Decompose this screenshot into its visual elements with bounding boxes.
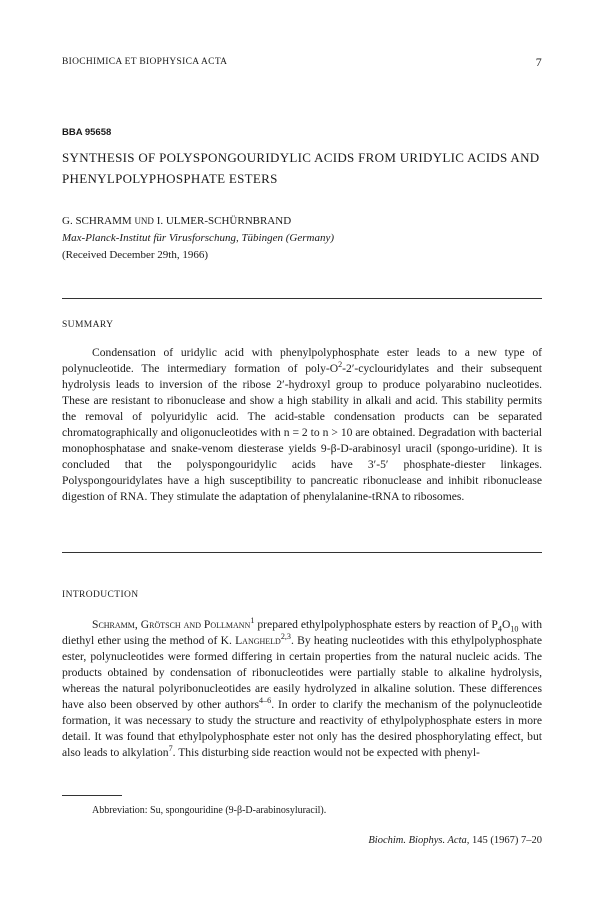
author-conjunction: UND bbox=[134, 216, 154, 226]
citation-volume: 145 (1967) 7–20 bbox=[472, 835, 542, 846]
intro-names: Schramm, Grötsch and Pollmann bbox=[92, 618, 251, 631]
journal-page bbox=[62, 0, 542, 912]
intro-text-e: . This disturbing side reaction would not be expected with phenyl- bbox=[172, 746, 480, 760]
author-line bbox=[62, 213, 334, 230]
footnote: Abbreviation: Su, spongouridine (9-β-D-arabinosyluracil). bbox=[92, 805, 327, 816]
summary-text-b: -2′-cyclouridylates and their subsequent hydrolysis leads to inversion of the ribose 2′-hydroxyl group to produce polyarabino nucleotides. These are resistant to ribonuclease and show a high stability in alkali and acid. This stability permits the removal of polyuridylic acid. The acid-stable condensation products can be separated chromatographically and oligonucleotides with n = 2 to n > 10 are obtained. Degradation with bacterial monophosphatase and snake-venom diesterase yields 9-β-D-arabinosyl uracil (spongo-uridine). It is concluded that the polyspongouridylic acids have 3′-5′ phosphate-diester linkages. Polyspongouridylates have a high susceptibility to pancreatic ribonuclease and inhibit ribonuclease digestion of RNA. They stimulate the adaptation of phenylalanine-tRNA to ribosomes. bbox=[62, 362, 542, 504]
intro-text-c: . By heating nucleotides with this ethylpolyphosphate ester, polynucleotides were formed differing in certain properties from the natural nucleic acids. The products obtained by condensation of ribonucleotides were partially stable to alkaline hydrolysis, whereas the natural polyribonucleotides are easily hydrolyzed in alkaline solution. These differences have also been observed by other authors bbox=[62, 634, 542, 712]
author-2: I. ULMER-SCHÜRNBRAND bbox=[156, 215, 292, 227]
introduction-paragraph: Schramm, Grötsch and Pollmann$^1$ prepared ethylpolyphosphate esters by reaction of $P_4O_{10}$ with diethyl ether using the method of K. Langheld$^{2,3}$. By heating nucleotides with this ethylpolyphosphate ester, polynucleotides were formed differing in certain properties from the natural nucleic acids. The products obtained by condensation of ribonucleotides were partially stable to alkaline hydrolysis, whereas the natural polyribonucleotides are easily hydrolyzed in alkaline solution. These differences have also been observed by other authors$^{4-6}$. In order to clarify the mechanism of the polynucleotide formation, it was necessary to study the structure and reactivity of ethylpolyphosphate esters in more detail. It was found that ethylpolyphosphate ester not only has the desired phosphorylating effect, but also leads to alkylation$^7$. This disturbing side reaction would not be expected with phenyl- bbox=[62, 616, 543, 760]
page-number: 7 bbox=[535, 55, 542, 69]
summary-text-a: Condensation of uridylic acid with phenylpolyphosphate ester leads to a new type of polynucleotide. The intermediary formation of poly-O bbox=[62, 346, 542, 376]
divider-bottom bbox=[62, 552, 542, 553]
author-block bbox=[62, 213, 334, 264]
citation-journal: Biochim. Biophys. Acta, bbox=[368, 835, 470, 846]
intro-langheld: Langheld bbox=[235, 634, 281, 648]
article-title: SYNTHESIS OF POLYSPONGOURIDYLIC ACIDS FROM URIDYLIC ACIDS AND PHENYLPOLYPHOSPHATE ESTERS bbox=[62, 150, 540, 186]
journal-name: BIOCHIMICA ET BIOPHYSICA ACTA bbox=[62, 57, 228, 67]
intro-text-d: . In order to clarify the mechanism of the polynucleotide formation, it was necessary to study the structure and reactivity of ethylpolyphosphate esters in more detail. It was found that ethylpolyphosphate ester not only has the desired phosphorylating effect, but also leads to alkylation bbox=[62, 698, 542, 760]
running-head bbox=[62, 57, 542, 67]
article-code: BBA 95658 bbox=[62, 127, 112, 138]
intro-text-a: prepared ethylpolyphosphate esters by reaction of P bbox=[254, 618, 498, 631]
introduction-heading: INTRODUCTION bbox=[62, 590, 139, 600]
citation bbox=[368, 835, 542, 846]
affiliation: Max-Planck-Institut für Virusforschung, Tübingen (Germany) bbox=[62, 232, 335, 244]
author-1: G. SCHRAMM bbox=[62, 215, 132, 227]
divider-top bbox=[62, 298, 542, 299]
summary-heading: SUMMARY bbox=[62, 320, 114, 330]
intro-text-b: with diethyl ether using the method of K. bbox=[62, 618, 543, 648]
summary-paragraph: Condensation of uridylic acid with phenylpolyphosphate ester leads to a new type of polynucleotide. The intermediary formation of poly-$O^2-2'$-cyclouridylates and their subsequent hydrolysis leads to inversion of the ribose 2′-hydroxyl group to produce polyarabino nucleotides. These are resistant to ribonuclease and show a high stability in alkali and acid. This stability permits the removal of polyuridylic acid. The acid-stable condensation products can be separated chromatographically and oligonucleotides with n = 2 to n > 10 are obtained. Degradation with bacterial monophosphatase and snake-venom diesterase yields 9-β-D-arabinosyl uracil (spongo-uridine). It is concluded that the polyspongouridylic acids have 3′-5′ phosphate-diester linkages. Polyspongouridylates have a high susceptibility to pancreatic ribonuclease and inhibit ribonuclease digestion of RNA. They stimulate the adaptation of phenylalanine-tRNA to ribosomes. bbox=[62, 346, 542, 504]
footnote-rule bbox=[62, 795, 122, 796]
received-date: (Received December 29th, 1966) bbox=[62, 249, 208, 261]
